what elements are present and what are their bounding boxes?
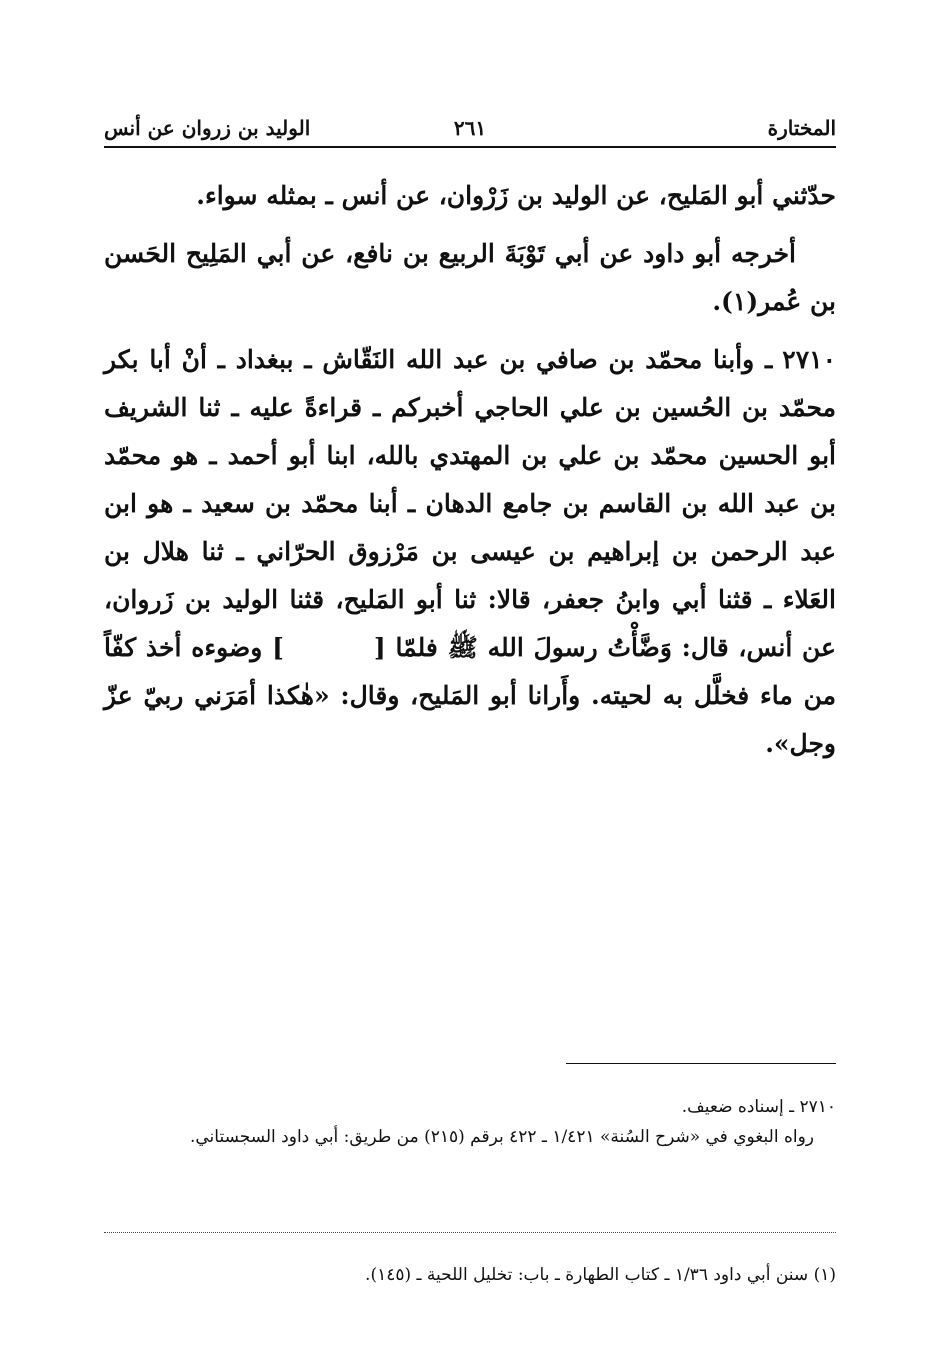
page-number: ٢٦١ xyxy=(453,116,487,140)
bracket-open: [ xyxy=(373,633,386,662)
paragraph-2: أخرجه أبو داود عن أبي تَوْبَةَ الربيع بن نافع، عن أبي المَلِيح الحَسن بن عُمر(١). xyxy=(104,239,836,316)
running-header xyxy=(104,112,836,148)
footnote-1 xyxy=(104,1260,836,1290)
footnote-grading: ٢٧١٠ ـ إسناده ضعيف. xyxy=(681,1097,836,1117)
bracket-close: ] xyxy=(272,633,284,662)
footnote-dotted-separator xyxy=(104,1232,836,1233)
hadith-number: ٢٧١٠ xyxy=(782,345,836,374)
footnote-rule xyxy=(566,1063,836,1064)
main-text xyxy=(104,172,836,778)
paragraph-1: حدّثني أبو المَليح، عن الوليد بن زَرْوان، عن أنس ـ بمثله سواء. xyxy=(196,181,836,210)
hadith-text-part-2: وضوءه أخذ كفّاً من ماء فخلَّل به لحيته. وأَرانا أبو المَليح، وقال: «هٰكذا أمَرَني ربيّ عزّ وجل». xyxy=(104,633,836,758)
header-chapter-title: الوليد بن زروان عن أنس xyxy=(104,116,311,140)
footnotes-takhrij xyxy=(104,1092,836,1152)
header-book-title: المختارة xyxy=(767,116,836,140)
paragraph-hadith xyxy=(104,336,836,768)
footnote-1-text: (١) سنن أبي داود ١/٣٦ ـ كتاب الطهارة ـ باب: تخليل اللحية ـ (١٤٥). xyxy=(365,1265,836,1285)
hadith-text-part-1: ـ وأبنا محمّد بن صافي بن عبد الله النَقّاش ـ ببغداد ـ أنْ أبا بكر محمّد بن الحُسين بن علي الحاجي أخبركم ـ قراءةً عليه ـ ثنا الشريف أبو الحسين محمّد بن علي بن المهتدي بالله، ابنا أبو أحمد ـ هو محمّد بن عبد الله بن القاسم بن جامع الدهان ـ أبنا محمّد بن سعيد ـ هو ابن عبد الرحمن بن إبراهيم بن عيسى بن مَرْزوق الحرّاني ـ ثنا هلال بن العَلاء ـ قثنا أبي وابنُ جعفر، قالا: ثنا أبو المَليح، قثنا الوليد بن زَروان، عن أنس، قال: وَضَّأْتُ رسولَ الله ﷺ فلمّا xyxy=(104,345,836,662)
header-rule xyxy=(104,146,836,148)
footnote-source: رواه البغوي في «شرح السُنة» ١/٤٢١ ـ ٤٢٢ برقم (٢١٥) من طريق: أبي داود السجستاني. xyxy=(189,1127,814,1147)
